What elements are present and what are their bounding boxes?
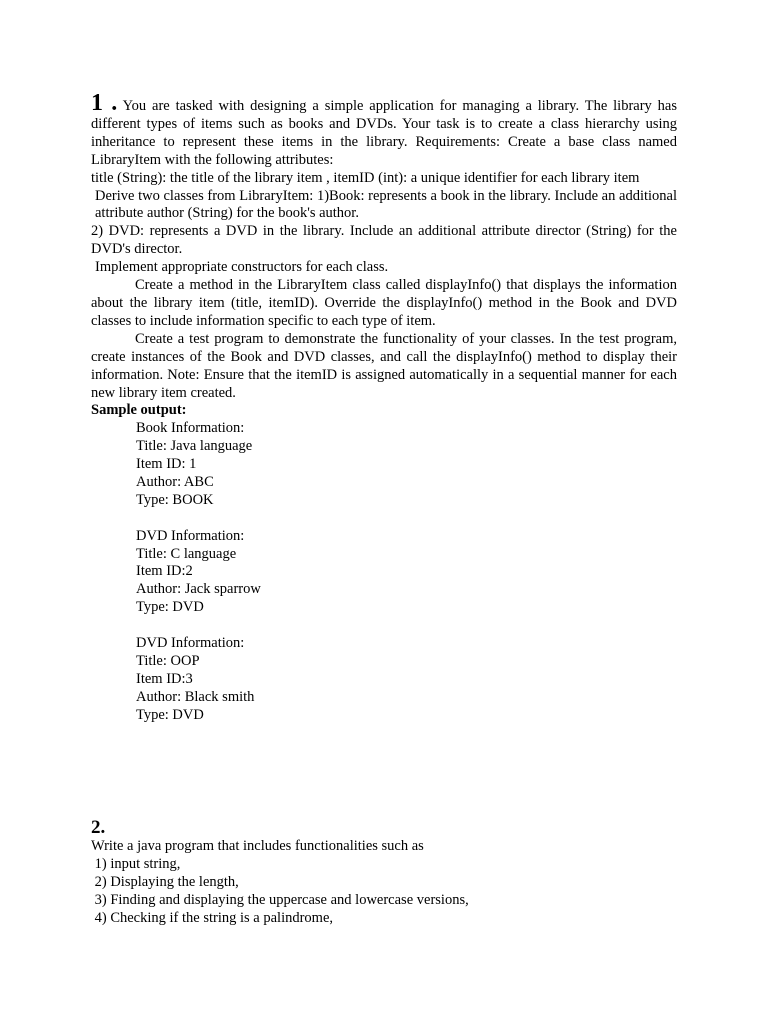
question-1-number: 1 . [91,90,118,116]
sample-line: Book Information: [136,420,245,437]
sample-line: Author: Jack sparrow [136,581,261,598]
sample-line: Author: Black smith [136,688,255,705]
list-item: 1) input string, [91,855,181,872]
sample-line: Title: C language [136,545,237,562]
list-item: 4) Checking if the string is a palindrome, [91,909,334,926]
derive-line: Derive two classes from LibraryItem: 1)Book: represents a book in the library. Include an additional attribute author (String) for the book's author. [95,187,677,222]
sample-line: Item ID:2 [136,563,193,580]
question-2-intro: Write a java program that includes functionalities such as [91,838,424,854]
sample-output-heading: Sample output: [91,402,187,419]
sample-output [91,420,677,724]
sample-line: DVD Information: [136,527,245,544]
list-item: 2) Displaying the length, [91,873,239,890]
sample-line: Type: DVD [136,599,204,616]
sample-line: Item ID:3 [136,670,193,687]
question-1-intro: You are tasked with designing a simple application for managing a library. The library has different types of items such as books and DVDs. Your task is to create a class hierarchy using inheritance to represent these items in the library. Requirements: Create a base class named LibraryItem with the following attributes: [91,98,677,168]
attributes-line: title (String): the title of the library item , itemID (int): a unique identifier for each library item [91,169,640,186]
sample-line: Title: OOP [136,652,200,669]
sample-line: Title: Java language [136,438,253,455]
sample-line: Item ID: 1 [136,456,197,473]
sample-line: DVD Information: [136,635,245,651]
question-2-number: 2. [91,817,106,838]
test-paragraph: Create a test program to demonstrate the functionality of your classes. In the test program, create instances of the Book and DVD classes, and call the displayInfo() method to display their information. Note: Ensure that the itemID is assigned automatically in a sequential manner for each new library item created. [91,330,677,401]
sample-line: Type: BOOK [136,491,214,508]
question-2 [91,818,677,928]
question-1 [91,90,677,724]
sample-line: Author: ABC [136,473,214,490]
sample-line: Type: DVD [136,706,204,723]
list-item: 3) Finding and displaying the uppercase and lowercase versions, [91,891,469,908]
question-1-intro-paragraph [91,90,677,170]
dvd-line: 2) DVD: represents a DVD in the library. Include an additional attribute director (String) for the DVD's director. [91,223,677,258]
method-paragraph: Create a method in the LibraryItem class called displayInfo() that displays the information about the library item (title, itemID). Override the displayInfo() method in the Book and DVD classes to include information specific to each type of item. [91,277,677,329]
constructors-line: Implement appropriate constructors for each class. [95,259,389,276]
